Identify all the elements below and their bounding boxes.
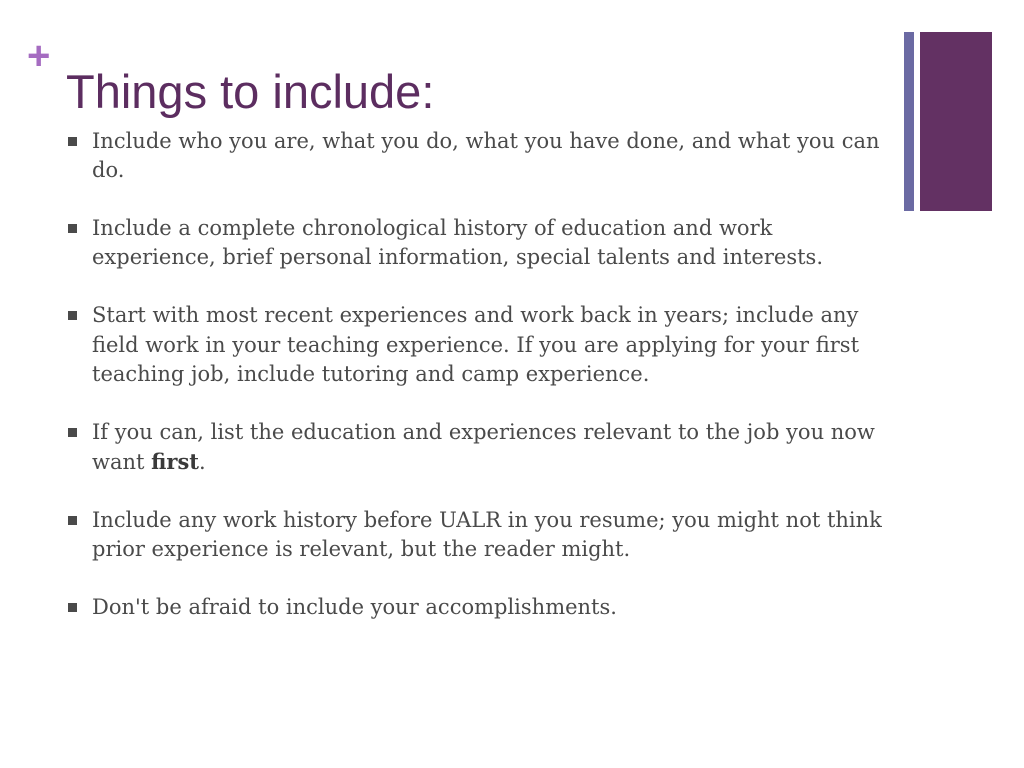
square-bullet-icon <box>68 224 77 233</box>
bullet-list <box>66 127 888 651</box>
square-bullet-icon <box>68 311 77 320</box>
bullet-text-part: . <box>199 450 206 475</box>
bullet-text: Include any work history before UALR in you resume; you might not think prior experience is relevant, but the reader might. <box>92 508 882 562</box>
bullet-item <box>66 506 888 565</box>
slide-title: Things to include: <box>66 65 435 118</box>
bullet-text: Include who you are, what you do, what you have done, and what you can do. <box>92 129 880 183</box>
bullet-text-part: If you can, list the education and experiences relevant to the job you now want <box>92 419 875 475</box>
square-bullet-icon <box>68 428 77 437</box>
bullet-item <box>66 214 888 273</box>
bullet-item <box>66 593 888 622</box>
plus-icon: + <box>27 34 51 78</box>
bullet-item <box>66 301 888 389</box>
square-bullet-icon <box>68 137 77 146</box>
square-bullet-icon <box>68 516 77 525</box>
accent-bar-wide <box>920 32 992 211</box>
bullet-text: Don't be afraid to include your accomplishments. <box>92 595 617 620</box>
bullet-text: Include a complete chronological history of education and work experience, brief personal information, special talents and interests. <box>92 216 823 270</box>
bullet-text <box>92 420 875 474</box>
bullet-text: Start with most recent experiences and work back in years; include any field work in your teaching experience. If you are applying for your first teaching job, include tutoring and camp experience. <box>92 303 860 386</box>
bullet-item <box>66 418 888 478</box>
bullet-emphasis: first <box>151 449 199 475</box>
bullet-item <box>66 127 888 186</box>
accent-bar-thin <box>904 32 914 211</box>
square-bullet-icon <box>68 603 77 612</box>
